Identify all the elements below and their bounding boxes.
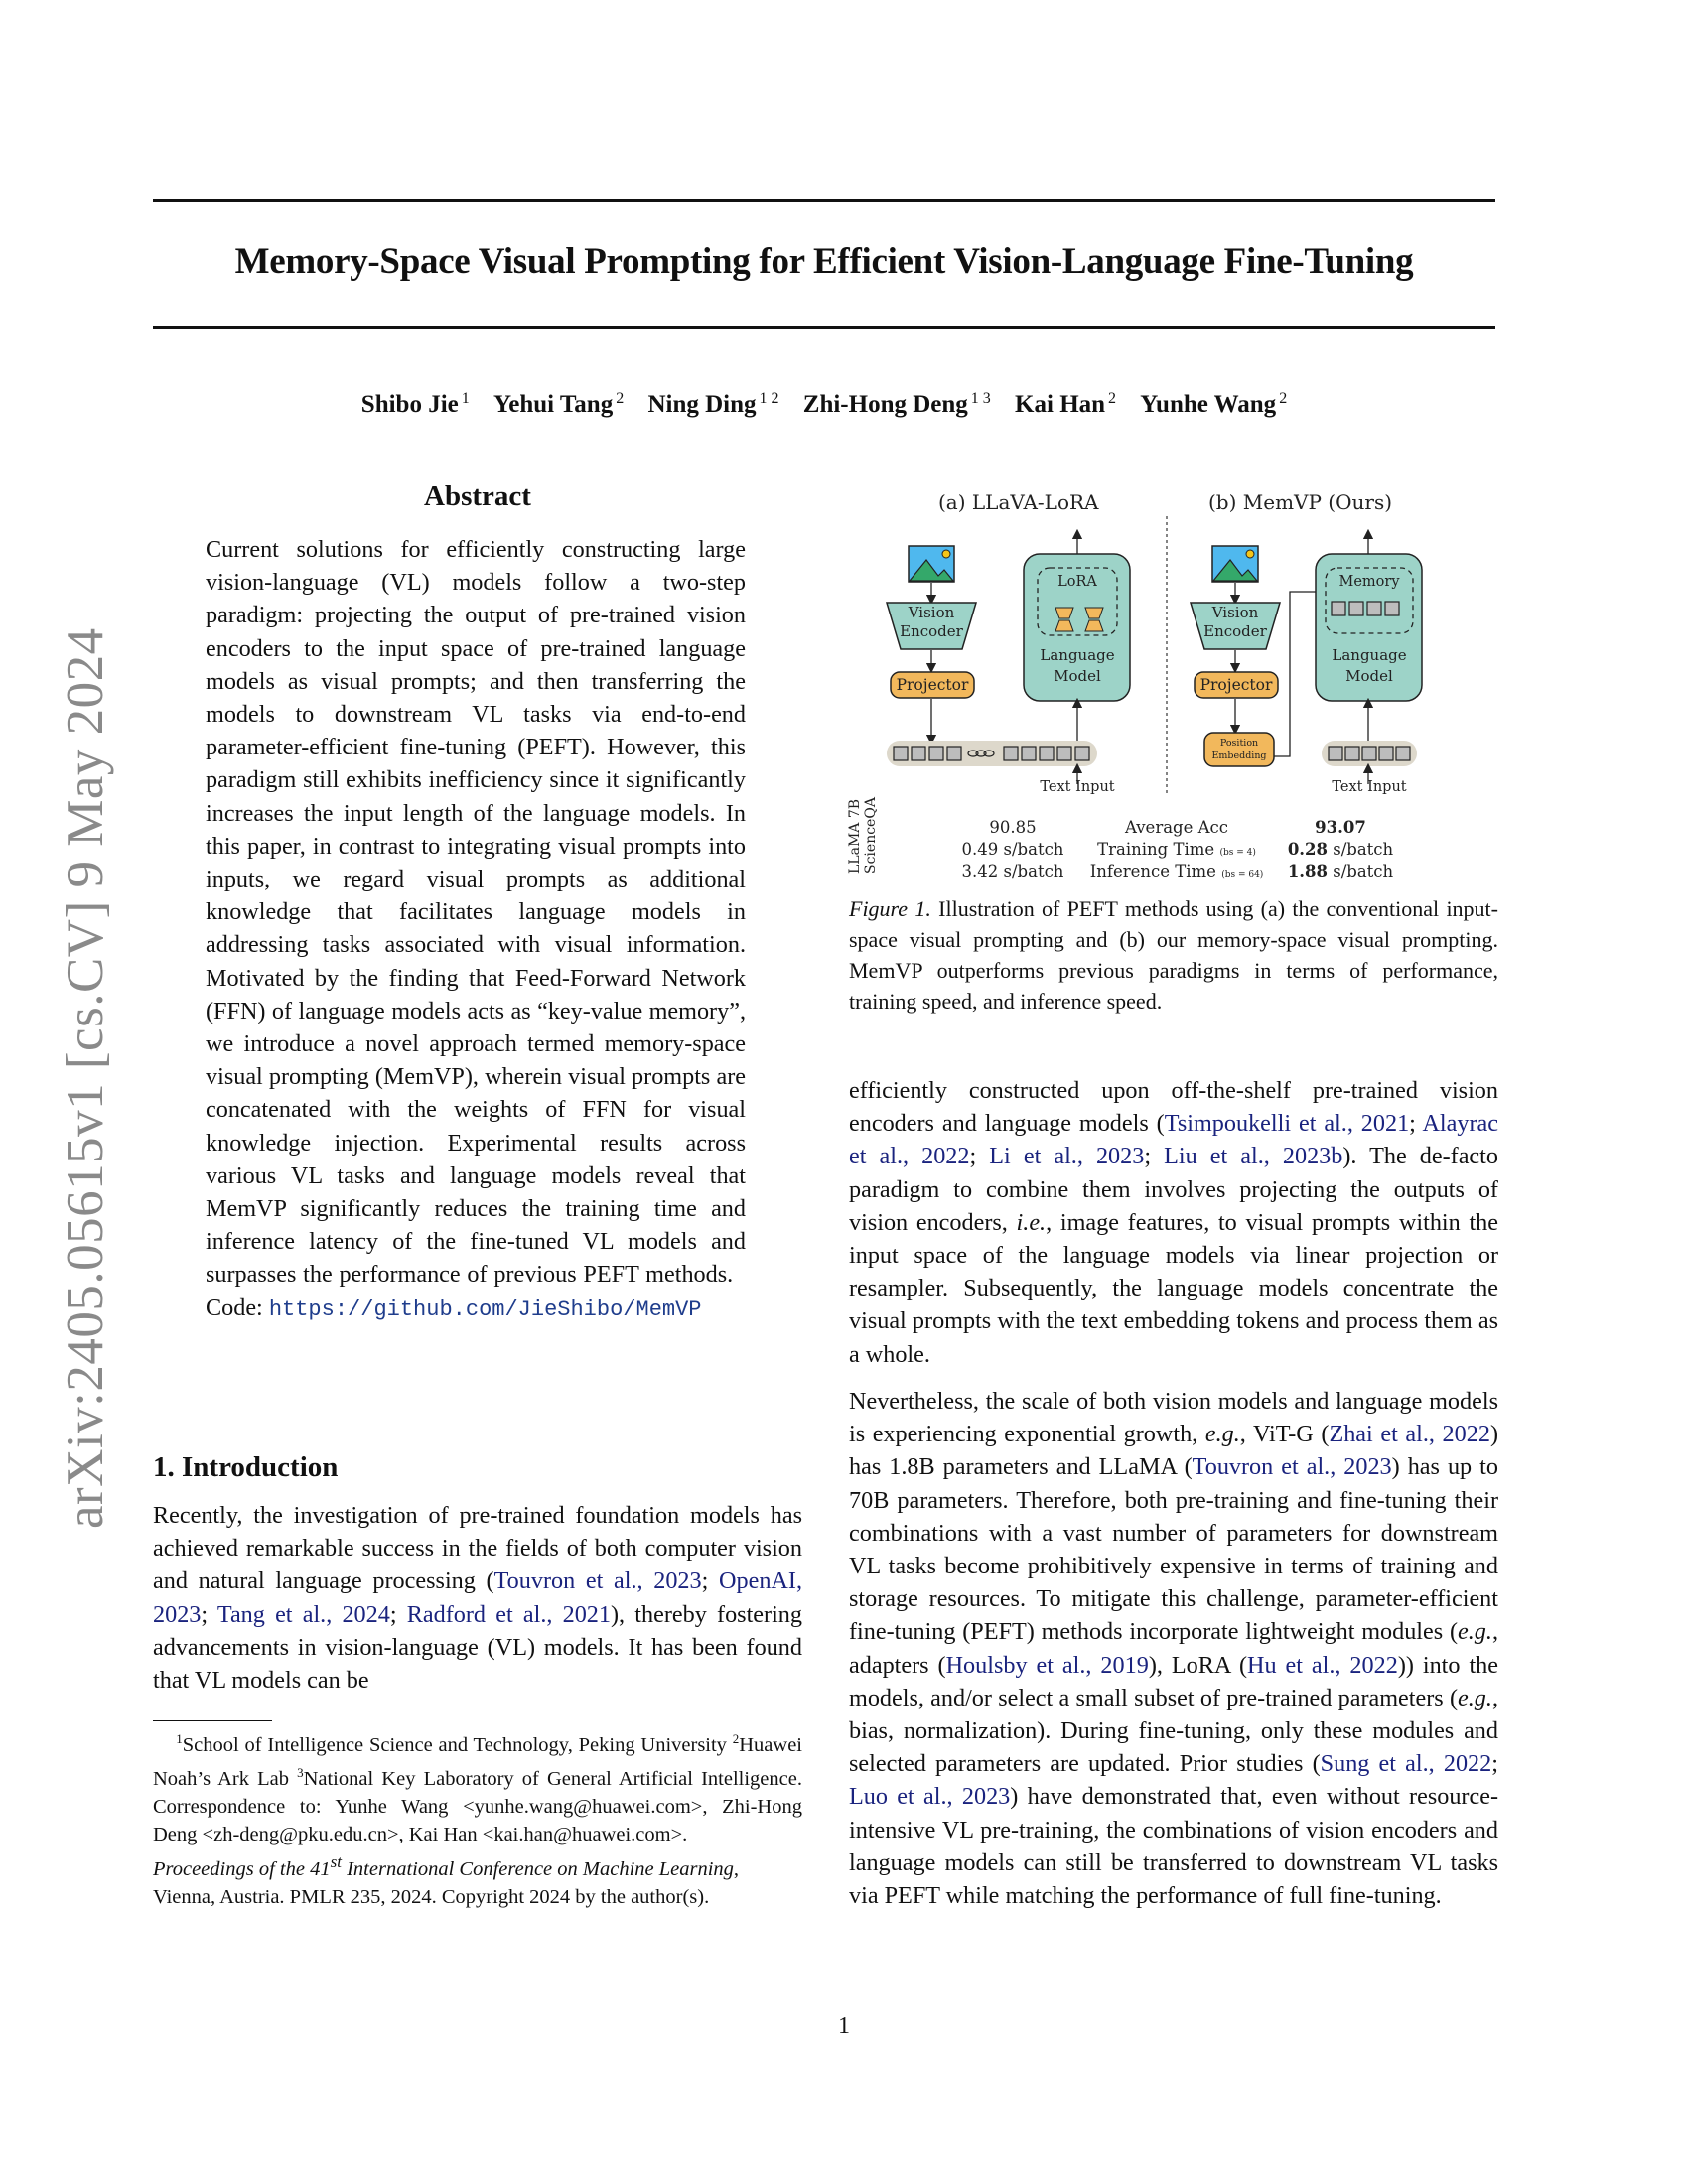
table-cell: 90.85	[989, 818, 1037, 837]
author: Ning Ding $^{1 2}$	[647, 390, 779, 418]
affiliations-footnote: $^1$School of Intelligence Science and Technology, Peking University $^2$Huawei Noah’s Ark Lab $^3$National Key Laboratory of General Artificial Intelligence. Correspondence to: Yunhe Wang <yunhe.wang@huawei.com>, Zhi-Hong Deng <zh-deng@pku.edu.cn>, Kai Han <kai.han@huawei.com>.	[153, 1731, 803, 1846]
abstract	[206, 533, 746, 1326]
lora-label: LoRA	[1057, 574, 1097, 590]
page-number: 1	[838, 2013, 850, 2039]
table-cell: 1.88 s/batch	[1287, 862, 1394, 881]
table-cell: 0.49 s/batch	[961, 840, 1064, 859]
text-input-label-b: Text Input	[1332, 779, 1407, 795]
intro-paragraph-3: Nevertheless, the scale of both vision models and language models is experiencing exponential growth, e.g., ViT-G (Zhai et al., 2022) has 1.8B parameters and LLaMA (Touvron et al., 2023) has up to 70B parameters. Therefore, both pre-training and fine-tuning their combinations with a vast number of parameters for downstream VL tasks become prohibitively expensive in terms of training and storage resources. To mitigate this challenge, parameter-efficient fine-tuning (PEFT) methods incorporate lightweight modules (e.g., adapters (Houlsby et al., 2019), LoRA (Hu et al., 2022)) into the models, and/or select a small subset of pre-trained parameters (e.g., bias, normalization). During fine-tuning, only these modules and selected parameters are updated. Prior studies (Sung et al., 2022; Luo et al., 2023) have demonstrated that, even without resource-intensive VL pre-training, the combinations of vision encoders and language models can still be transferred to downstream VL tasks via PEFT while matching the performance of full fine-tuning.	[849, 1388, 1499, 1910]
code-label: Code:	[206, 1294, 263, 1321]
citation-link[interactable]: OpenAI, 2023	[153, 1568, 802, 1628]
citation-link[interactable]: Luo et al., 2023	[849, 1783, 1011, 1811]
language-model-label-a: Language Model	[1040, 646, 1115, 685]
citation-link[interactable]: Liu et al., 2023b	[1164, 1143, 1343, 1170]
position-embedding-label: Position Embedding	[1211, 738, 1267, 761]
citation-link[interactable]: Li et al., 2023	[989, 1143, 1145, 1170]
code-link[interactable]: https://github.com/JieShibo/MemVP	[268, 1297, 702, 1322]
section-heading-introduction: 1. Introduction	[153, 1451, 339, 1483]
vision-encoder-label-a: Vision Encoder	[900, 604, 963, 640]
citation-link[interactable]: Zhai et al., 2022	[1329, 1421, 1490, 1448]
abstract-text: Current solutions for efficiently constructing large vision-language (VL) models follow a two-step paradigm: projecting the output of pre-trained vision encoders to the input space of pre-trained language models as visual prompts; and then transferring the models to downstream VL tasks via end-to-end parameter-efficient fine-tuning (PEFT). However, this paradigm still exhibits inefficiency since it significantly increases the input length of the language models. In this paper, in contrast to integrating visual prompts into inputs, we regard visual prompts as additional knowledge that facilitates language models in addressing tasks associated with visual information. Motivated by the finding that Feed-Forward Network (FFN) of language models acts as “key-value memory”, we introduce a novel approach termed memory-space visual prompting (MemVP), wherein visual prompts are concatenated with the weights of FFN for visual knowledge injection. Experimental results across various VL tasks and language models reveal that MemVP significantly reduces the training time and inference latency of the fine-tuned VL models and surpasses the performance of previous PEFT methods.	[206, 536, 746, 1289]
intro-paragraph-2: efficiently constructed upon off-the-shelf pre-trained vision encoders and language models (Tsimpoukelli et al., 2021; Alayrac et al., 2022; Li et al., 2023; Liu et al., 2023b). The de-facto paradigm to combine them involves projecting the outputs of vision encoders, i.e., image features, to visual prompts within the input space of the language models via linear projection or resampler. Subsequently, the language models concentrate the visual prompts with the text embedding tokens and process them as a whole.	[849, 1077, 1499, 1368]
table-cell: Inference Time (bs = 64)	[1089, 862, 1264, 881]
intro-paragraph-1: Recently, the investigation of pre-trained foundation models has achieved remarkable success in the fields of both computer vision and natural language processing (Touvron et al., 2023; OpenAI, 2023; Tang et al., 2024; Radford et al., 2021), thereby fostering advancements in vision-language (VL) models. It has been found that VL models can be	[153, 1502, 802, 1695]
author: Zhi-Hong Deng $^{1 3}$	[802, 390, 991, 418]
citation-link[interactable]: Tang et al., 2024	[216, 1600, 390, 1628]
vision-encoder-label-b: Vision Encoder	[1203, 604, 1267, 640]
figure-side-label: LLaMA 7B ScienceQA	[847, 797, 879, 874]
panel-b-title: (b) MemVP (Ours)	[1208, 490, 1393, 514]
title-rule-top	[153, 199, 1495, 202]
citation-link[interactable]: Touvron et al., 2023	[1192, 1453, 1392, 1481]
author: Yehui Tang $^2$	[493, 390, 625, 418]
projector-label-a: Projector	[896, 676, 969, 694]
image-icon	[1212, 546, 1258, 582]
citation-link[interactable]: Houlsby et al., 2019	[945, 1651, 1149, 1679]
paper-title: Memory-Space Visual Prompting for Efficient Vision-Language Fine-Tuning	[234, 241, 1414, 282]
citation-link[interactable]: Sung et al., 2022	[1320, 1750, 1492, 1778]
proceedings-note: Proceedings of the 41st International Conference on Machine Learning, Vienna, Austria. PMLR 235, 2024. Copyright 2024 by the author(s).	[153, 1852, 740, 1909]
table-cell: Training Time (bs = 4)	[1097, 840, 1256, 859]
citation-link[interactable]: Radford et al., 2021	[406, 1600, 611, 1628]
citation-link[interactable]: Alayrac et al., 2022	[849, 1110, 1499, 1170]
table-cell: 3.42 s/batch	[961, 862, 1064, 881]
image-icon	[909, 546, 954, 582]
footnote-rule	[153, 1720, 272, 1721]
figure-caption: Figure 1. Illustration of PEFT methods using (a) the conventional input-space visual prompting and (b) our memory-space visual prompting. MemVP outperforms previous paradigms in terms of performance, training speed, and inference speed.	[849, 896, 1498, 1014]
title-rule-bottom	[153, 326, 1495, 329]
author: Shibo Jie $^1$	[360, 390, 470, 418]
citation-link[interactable]: Hu et al., 2022	[1247, 1651, 1398, 1679]
panel-a-title: (a) LLaVA-LoRA	[938, 490, 1099, 514]
author: Yunhe Wang $^2$	[1140, 390, 1288, 418]
text-input-label-a: Text Input	[1040, 779, 1115, 795]
author-list	[153, 390, 1495, 419]
citation-link[interactable]: Touvron et al., 2023	[493, 1568, 702, 1595]
table-cell: Average Acc	[1124, 818, 1229, 837]
author: Kai Han $^2$	[1015, 390, 1117, 418]
citation-link[interactable]: Tsimpoukelli et al., 2021	[1164, 1110, 1410, 1138]
table-cell: 93.07	[1315, 818, 1366, 837]
language-model-label-b: Language Model	[1332, 646, 1407, 685]
arxiv-stamp: arXiv:2405.05615v1 [cs.CV] 9 May 2024	[57, 627, 114, 1529]
memory-label: Memory	[1338, 574, 1400, 590]
table-cell: 0.28 s/batch	[1287, 840, 1394, 859]
projector-label-b: Projector	[1199, 676, 1273, 694]
abstract-heading: Abstract	[424, 480, 531, 512]
